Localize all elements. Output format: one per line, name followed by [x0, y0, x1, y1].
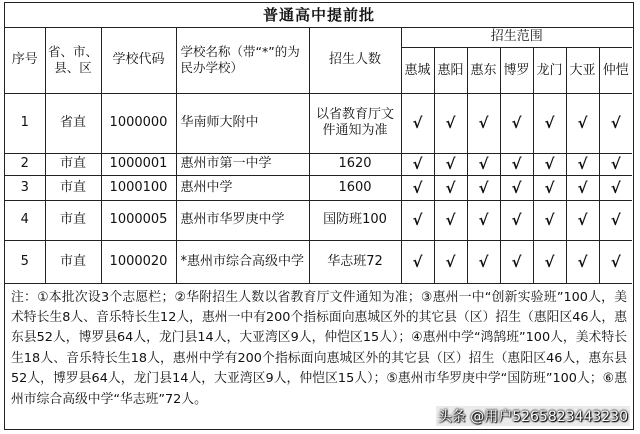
table-row: [5, 200, 632, 240]
cell-code: 1000000: [101, 93, 176, 153]
check-mark: √: [533, 240, 566, 283]
cell-seq: 5: [5, 240, 45, 283]
header-name: 学校名称（带“*”的为民办学校）: [176, 28, 309, 93]
watermark: 头条 @用户5265823443230: [436, 406, 630, 426]
header-district: 仲恺: [599, 47, 632, 93]
check-mark: √: [500, 240, 533, 283]
table-row: [5, 175, 632, 200]
admission-table: [5, 28, 632, 284]
cell-name: 惠州市华罗庚中学: [176, 200, 309, 240]
check-mark: √: [434, 240, 467, 283]
cell-level: 市直: [45, 175, 101, 200]
check-mark: √: [599, 93, 632, 153]
header-seq: 序号: [5, 28, 45, 93]
header-district: 惠阳: [434, 47, 467, 93]
cell-seq: 4: [5, 200, 45, 240]
cell-code: 1000005: [101, 200, 176, 240]
check-mark: √: [533, 93, 566, 153]
table-row: [5, 93, 632, 153]
check-mark: √: [401, 175, 434, 200]
cell-code: 1000020: [101, 240, 176, 283]
cell-code: 1000100: [101, 175, 176, 200]
check-mark: √: [500, 93, 533, 153]
check-mark: √: [533, 153, 566, 175]
table-title: 普通高中提前批: [5, 3, 633, 28]
check-mark: √: [467, 200, 500, 240]
check-mark: √: [599, 175, 632, 200]
admission-table-frame: [4, 2, 634, 430]
cell-seq: 2: [5, 153, 45, 175]
cell-name: 惠州中学: [176, 175, 309, 200]
table-row: [5, 240, 632, 283]
cell-name: 惠州市第一中学: [176, 153, 309, 175]
header-level: 省、市、县、区: [45, 28, 101, 93]
check-mark: √: [599, 240, 632, 283]
cell-level: 市直: [45, 240, 101, 283]
header-district: 大亚: [566, 47, 599, 93]
check-mark: √: [401, 240, 434, 283]
check-mark: √: [500, 153, 533, 175]
header-quota: 招生人数: [309, 28, 401, 93]
check-mark: √: [566, 175, 599, 200]
cell-code: 1000001: [101, 153, 176, 175]
cell-seq: 3: [5, 175, 45, 200]
check-mark: √: [467, 175, 500, 200]
header-district: 惠东: [467, 47, 500, 93]
header-district: 龙门: [533, 47, 566, 93]
check-mark: √: [467, 240, 500, 283]
check-mark: √: [434, 200, 467, 240]
check-mark: √: [533, 175, 566, 200]
check-mark: √: [533, 200, 566, 240]
check-mark: √: [467, 153, 500, 175]
cell-level: 市直: [45, 200, 101, 240]
check-mark: √: [566, 200, 599, 240]
check-mark: √: [566, 153, 599, 175]
cell-name: 华南师大附中: [176, 93, 309, 153]
check-mark: √: [401, 200, 434, 240]
check-mark: √: [500, 175, 533, 200]
check-mark: √: [566, 240, 599, 283]
check-mark: √: [434, 93, 467, 153]
cell-quota: 以省教育厅文件通知为准: [309, 93, 401, 153]
check-mark: √: [599, 200, 632, 240]
check-mark: √: [434, 153, 467, 175]
cell-name: *惠州市综合高级中学: [176, 240, 309, 283]
cell-quota: 华志班72: [309, 240, 401, 283]
table-row: [5, 153, 632, 175]
check-mark: √: [467, 93, 500, 153]
header-code: 学校代码: [101, 28, 176, 93]
header-district: 博罗: [500, 47, 533, 93]
check-mark: √: [599, 153, 632, 175]
check-mark: √: [434, 175, 467, 200]
header-district: 惠城: [401, 47, 434, 93]
header-range: 招生范围: [401, 28, 632, 47]
cell-quota: 1600: [309, 175, 401, 200]
footnote: 注：①本批次设3个志愿栏；②华附招生人数以省教育厅文件通知为准；③惠州一中“创新实验班”100人，美术特长生8人、音乐特长生12人，惠州一中有200个指标面向惠城区外的其它县（区）招生（惠阳区46人，惠东县52人，博罗县64人，龙门县14人，大亚湾区9人，仲恺区15人）；④惠州中学“鸿鹄班”100人，美术特长生18人、音乐特长生18人，惠州中学有200个指标面向惠城区外的其它县（区）招生（惠阳区46人，惠东县52人，博罗县64人，龙门县14人，大亚湾区9人，仲恺区15人）；⑤惠州市华罗庚中学“国防班”100人；⑥惠州市综合高级中学“华志班”72人。: [11, 289, 627, 407]
cell-level: 市直: [45, 153, 101, 175]
check-mark: √: [401, 93, 434, 153]
cell-quota: 1620: [309, 153, 401, 175]
check-mark: √: [500, 200, 533, 240]
cell-level: 省直: [45, 93, 101, 153]
check-mark: √: [401, 153, 434, 175]
cell-seq: 1: [5, 93, 45, 153]
check-mark: √: [566, 93, 599, 153]
cell-quota: 国防班100: [309, 200, 401, 240]
